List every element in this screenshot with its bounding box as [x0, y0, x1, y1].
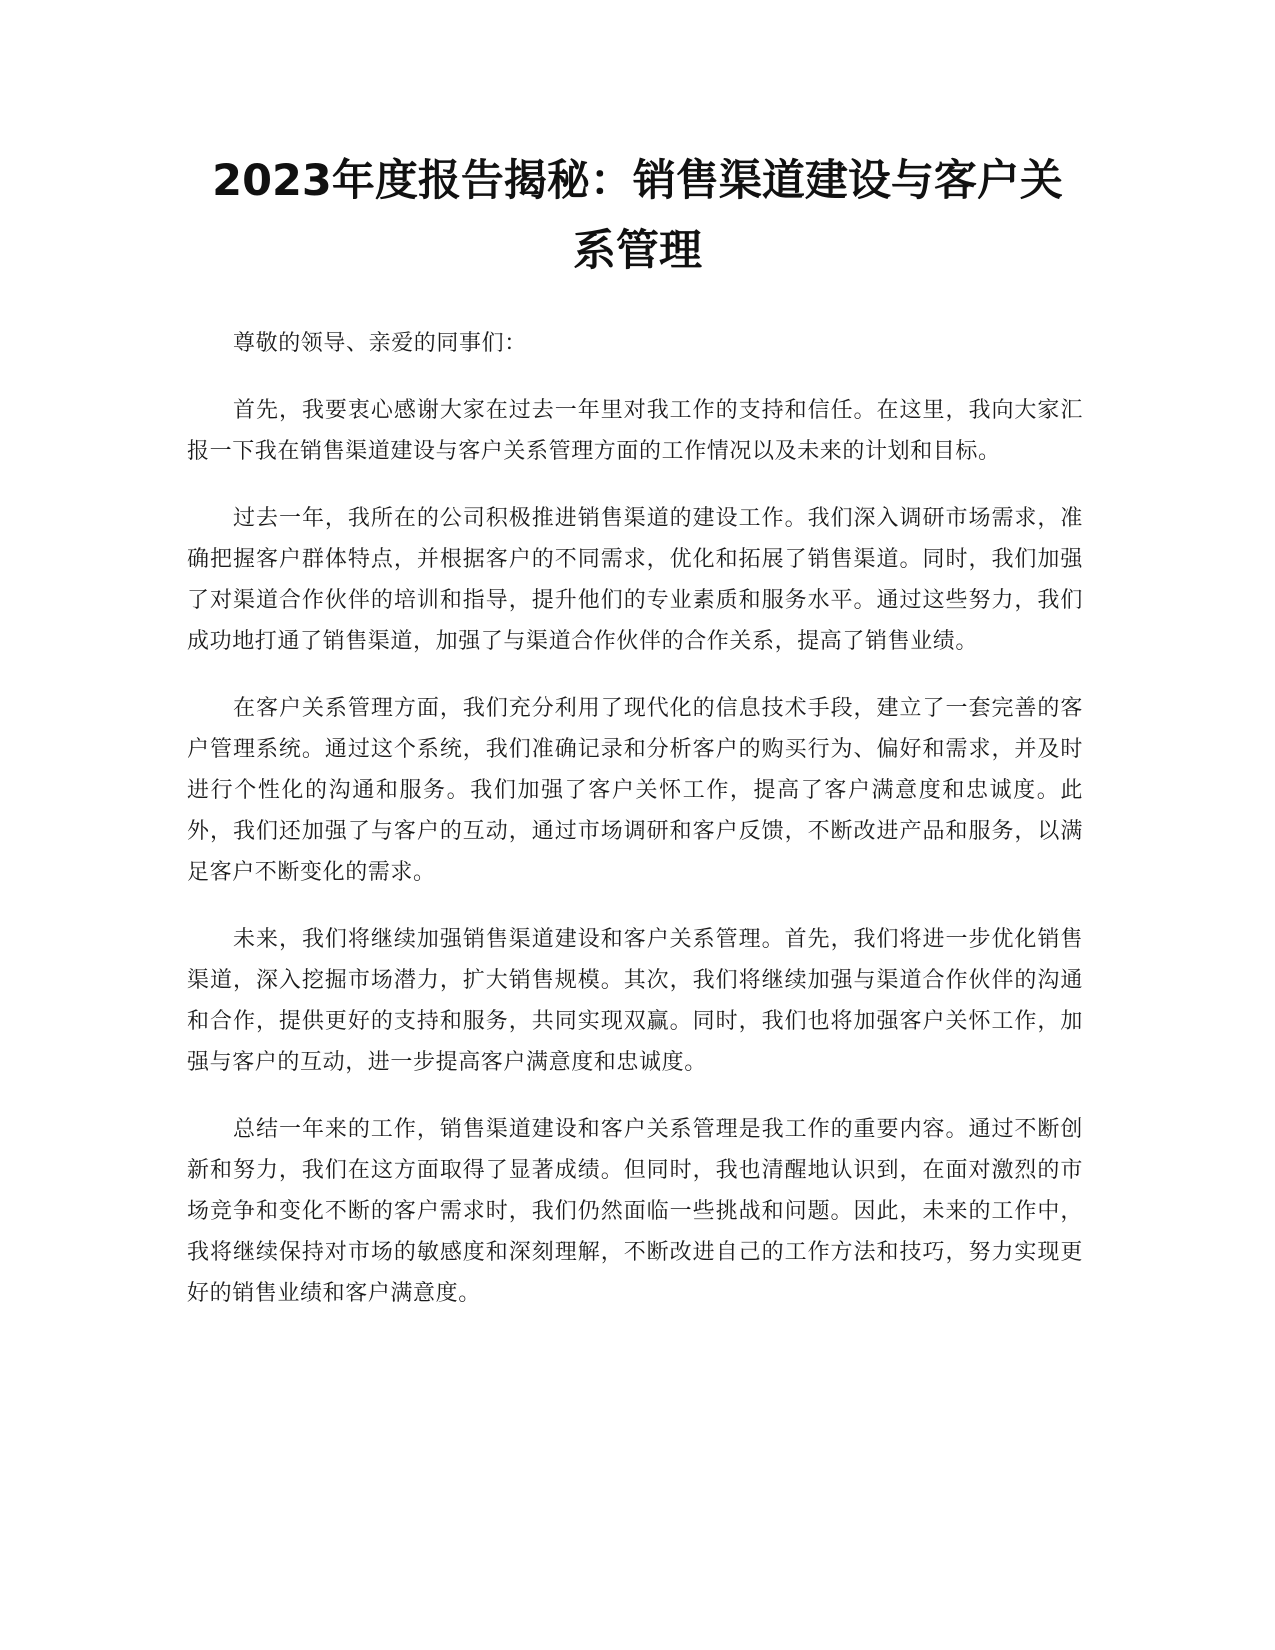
title-line-1: 2023年度报告揭秘：销售渠道建设与客户关: [212, 156, 1063, 206]
body-paragraph: 过去一年，我所在的公司积极推进销售渠道的建设工作。我们深入调研市场需求，准确把握客户群体特点，并根据客户的不同需求，优化和拓展了销售渠道。同时，我们加强了对渠道合作伙伴的培训和指导，提升他们的专业素质和服务水平。通过这些努力，我们成功地打通了销售渠道，加强了与渠道合作伙伴的合作关系，提高了销售业绩。: [187, 506, 1083, 654]
title-line-2: 系管理: [573, 226, 702, 276]
document-body: [187, 323, 1083, 1340]
salutation-paragraph: 尊敬的领导、亲爱的同事们：: [233, 331, 527, 356]
document-title: [160, 146, 1115, 286]
body-paragraph: 首先，我要衷心感谢大家在过去一年里对我工作的支持和信任。在这里，我向大家汇报一下我在销售渠道建设与客户关系管理方面的工作情况以及未来的计划和目标。: [187, 398, 1083, 464]
body-paragraph: 总结一年来的工作，销售渠道建设和客户关系管理是我工作的重要内容。通过不断创新和努力，我们在这方面取得了显著成绩。但同时，我也清醒地认识到，在面对激烈的市场竞争和变化不断的客户需求时，我们仍然面临一些挑战和问题。因此，未来的工作中，我将继续保持对市场的敏感度和深刻理解，不断改进自己的工作方法和技巧，努力实现更好的销售业绩和客户满意度。: [187, 1117, 1083, 1306]
body-paragraph: 未来，我们将继续加强销售渠道建设和客户关系管理。首先，我们将进一步优化销售渠道，深入挖掘市场潜力，扩大销售规模。其次，我们将继续加强与渠道合作伙伴的沟通和合作，提供更好的支持和服务，共同实现双赢。同时，我们也将加强客户关怀工作，加强与客户的互动，进一步提高客户满意度和忠诚度。: [187, 927, 1083, 1075]
body-paragraph: 在客户关系管理方面，我们充分利用了现代化的信息技术手段，建立了一套完善的客户管理系统。通过这个系统，我们准确记录和分析客户的购买行为、偏好和需求，并及时进行个性化的沟通和服务。我们加强了客户关怀工作，提高了客户满意度和忠诚度。此外，我们还加强了与客户的互动，通过市场调研和客户反馈，不断改进产品和服务，以满足客户不断变化的需求。: [187, 696, 1083, 885]
